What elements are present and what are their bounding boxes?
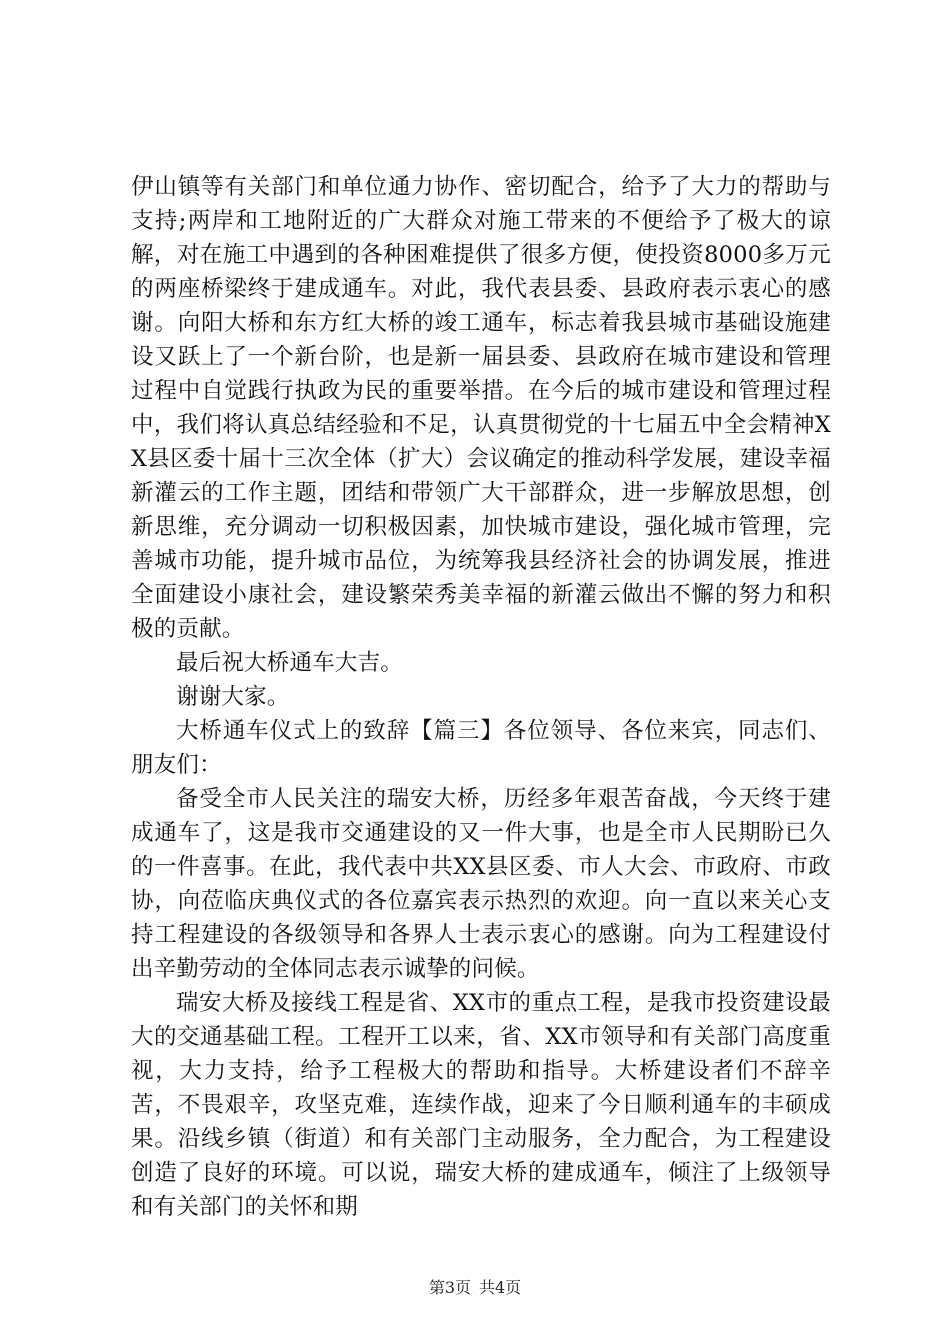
- paragraph: 瑞安大桥及接线工程是省、XX市的重点工程，是我市投资建设最大的交通基础工程。工程开工以来，省、XX市领导和有关部门高度重视，大力支持，给予工程极大的帮助和指导。大桥建设者们不辞辛苦，不畏艰辛，攻坚克难，连续作战，迎来了今日顺利通车的丰硕成果。沿线乡镇（街道）和有关部门主动服务，全力配合，为工程建设创造了良好的环境。可以说，瑞安大桥的建成通车，倾注了上级领导和有关部门的关怀和期: [131, 990, 831, 1220]
- paragraph: 备受全市人民关注的瑞安大桥，历经多年艰苦奋战，今天终于建成通车了，这是我市交通建设的又一件大事，也是全市人民期盼已久的一件喜事。在此，我代表中共XX县区委、市人大会、市政府、市政协，向莅临庆典仪式的各位嘉宾表示热烈的欢迎。向一直以来关心支持工程建设的各级领导和各界人士表示衷心的感谢。向为工程建设付出辛勤劳动的全体同志表示诚挚的问候。: [131, 786, 831, 982]
- document-body: [131, 170, 831, 1224]
- paragraph: 谢谢大家。: [176, 684, 290, 710]
- page-footer: [0, 1278, 950, 1298]
- paragraph: 大桥通车仪式上的致辞【篇三】各位领导、各位来宾，同志们、朋友们：: [131, 718, 831, 778]
- paragraph: 最后祝大桥通车大吉。: [176, 650, 404, 676]
- page-number: 第3页: [428, 1278, 471, 1297]
- paragraph: 伊山镇等有关部门和单位通力协作、密切配合，给予了大力的帮助与支持;两岸和工地附近的广大群众对施工带来的不便给予了极大的谅解，对在施工中遇到的各种困难提供了很多方便，使投资8000多万元的两座桥梁终于建成通车。对此，我代表县委、县政府表示衷心的感谢。向阳大桥和东方红大桥的竣工通车，标志着我县城市基础设施建设又跃上了一个新台阶，也是新一届县委、县政府在城市建设和管理过程中自觉践行执政为民的重要举措。在今后的城市建设和管理过程中，我们将认真总结经验和不足，认真贯彻党的十七届五中全会精神XX县区委十届十三次全体（扩大）会议确定的推动科学发展，建设幸福新灌云的工作主题，团结和带领广大干部群众，进一步解放思想，创新思维，充分调动一切积极因素，加快城市建设，强化城市管理，完善城市功能，提升城市品位，为统筹我县经济社会的协调发展，推进全面建设小康社会，建设繁荣秀美幸福的新灌云做出不懈的努力和积极的贡献。: [131, 174, 831, 642]
- page-total: 共4页: [479, 1278, 522, 1297]
